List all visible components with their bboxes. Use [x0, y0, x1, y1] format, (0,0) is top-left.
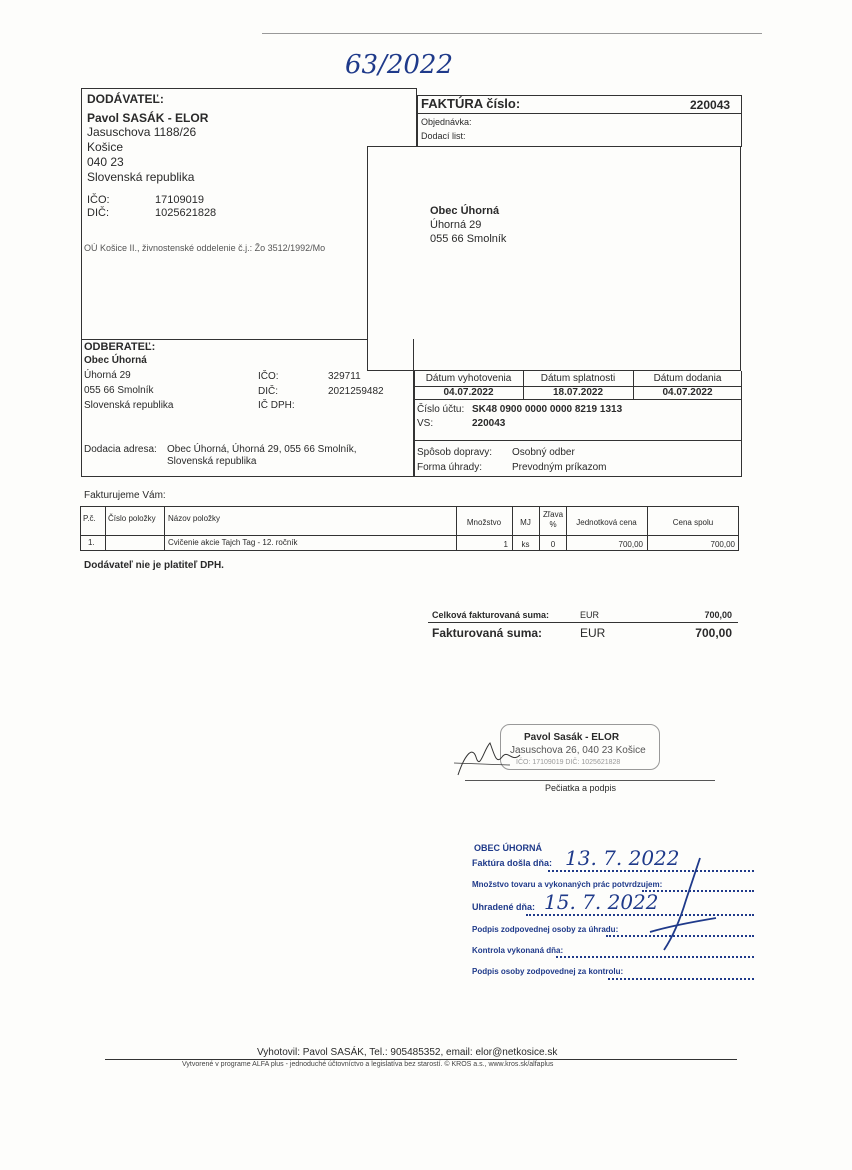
supplier-registration: OÚ Košice II., živnostenské oddelenie č.j.: Žo 3512/1992/Mo: [84, 243, 326, 253]
recipient-street: Úhorná 29: [430, 219, 482, 231]
vs-label: VS:: [417, 418, 434, 429]
footer-software: Vytvorené v programe ALFA plus - jednoduché účtovníctvo a legislatíva bez starostí. © KROS a.s., www.kros.sk/alfaplus: [182, 1061, 554, 1068]
header-code: Číslo položky: [108, 514, 156, 523]
invoiced-value: 700,00: [695, 626, 732, 640]
transport-value: Osobný odber: [512, 447, 575, 458]
supplier-street: Jasuschova 1188/26: [87, 125, 197, 139]
row-total: 700,00: [710, 540, 735, 549]
header-qty: Množstvo: [466, 518, 502, 527]
recipient-name: Obec Úhorná: [430, 205, 500, 217]
payment-rule: [414, 440, 742, 441]
customer-country: Slovenská republika: [84, 400, 174, 411]
transport-label: Spôsob dopravy:: [417, 447, 493, 458]
footer-rule: [105, 1059, 737, 1060]
header-pc: P.č.: [83, 514, 96, 523]
col-div-pc: [105, 506, 106, 551]
customer-city: 055 66 Smolník: [84, 385, 154, 396]
supplier-dic-label: DIČ:: [87, 207, 109, 219]
row-name: Cvičenie akcie Tajch Tag - 12. ročník: [168, 538, 298, 547]
office-stamp-heading: OBEC ÚHORNÁ: [474, 843, 543, 853]
customer-dic-label: DIČ:: [258, 386, 278, 397]
invoice-title: FAKTÚRA číslo:: [421, 96, 521, 111]
customer-name: Obec Úhorná: [84, 355, 147, 366]
invoice-number: 220043: [690, 98, 731, 112]
stamp-rule: [465, 780, 715, 781]
issue-date-label: Dátum vyhotovenia: [425, 373, 512, 384]
recipient-city: 055 66 Smolník: [430, 233, 507, 245]
customer-icdph-label: IČ DPH:: [258, 400, 295, 411]
stamp-ids: IČO: 17109019 DIČ: 1025621828: [516, 759, 621, 766]
header-unit: MJ: [520, 518, 531, 527]
order-label: Objednávka:: [421, 117, 472, 127]
supplier-heading: DODÁVATEĽ:: [87, 92, 164, 106]
total-value: 700,00: [704, 610, 732, 620]
row-unit-price: 700,00: [618, 540, 643, 549]
supplier-ico: 17109019: [155, 194, 204, 206]
customer-ico: 329711: [328, 371, 361, 382]
payment-method-value: Prevodným príkazom: [512, 462, 607, 473]
header-discount: Zľava %: [542, 510, 564, 529]
stamp-name: Pavol Sasák - ELOR: [524, 732, 620, 743]
delivery-note-label: Dodací list:: [421, 131, 466, 141]
dates-bottom-rule: [414, 399, 742, 400]
items-header-rule: [80, 535, 739, 536]
invoiced-currency: EUR: [580, 626, 606, 640]
supplier-name: Pavol SASÁK - ELOR: [87, 111, 209, 125]
vs-value: 220043: [472, 418, 506, 429]
row-unit: ks: [521, 540, 530, 549]
control-sign-dots: [608, 978, 754, 980]
paid-label: Uhradené dňa:: [472, 902, 536, 912]
supplier-zip: 040 23: [87, 155, 124, 169]
footer-issued-by: Vyhotovil: Pavol SASÁK, Tel.: 905485352, email: elor@netkosice.sk: [257, 1047, 558, 1058]
supplier-ico-label: IČO:: [87, 194, 110, 206]
items-intro: Fakturujeme Vám:: [84, 490, 166, 501]
header-unit-price: Jednotková cena: [576, 518, 637, 527]
received-date: 13. 7. 2022: [565, 846, 680, 870]
supplier-signature: [450, 735, 530, 785]
received-label: Faktúra došla dňa:: [472, 858, 553, 868]
invoiced-label: Fakturovaná suma:: [432, 626, 543, 640]
supplier-country: Slovenská republika: [87, 170, 195, 184]
row-pc: 1.: [88, 538, 95, 547]
supplier-dic: 1025621828: [155, 207, 217, 219]
account-number: SK48 0900 0000 0000 8219 1313: [472, 404, 623, 415]
responsible-label: Podpis zodpovednej osoby za úhradu:: [472, 925, 619, 934]
delivery-date-label: Dátum dodania: [653, 373, 722, 384]
delivery-address-line1: Obec Úhorná, Úhorná 29, 055 66 Smolník,: [167, 444, 357, 455]
stamp-caption: Pečiatka a podpis: [545, 783, 617, 793]
confirmed-label: Množstvo tovaru a vykonaných prác potvrdzujem:: [472, 880, 663, 889]
handwritten-number: 63/2022: [345, 50, 454, 80]
delivery-address-line2: Slovenská republika: [167, 456, 257, 467]
row-qty: 1: [503, 540, 508, 549]
total-currency: EUR: [580, 610, 600, 620]
due-date-label: Dátum splatnosti: [540, 373, 616, 384]
vat-note: Dodávateľ nie je platiteľ DPH.: [84, 560, 224, 571]
payment-method-label: Forma úhrady:: [417, 462, 483, 473]
due-date: 18.07.2022: [552, 387, 604, 398]
delivery-date: 04.07.2022: [662, 387, 713, 398]
col-div-code: [164, 506, 165, 551]
totals-rule: [428, 622, 738, 623]
control-label: Kontrola vykonaná dňa:: [472, 946, 564, 955]
header-total: Cena spolu: [672, 518, 714, 527]
invoice-title-rule: [417, 113, 742, 114]
customer-dic: 2021259482: [328, 386, 384, 397]
stamp-address: Jasuschova 26, 040 23 Košice: [510, 745, 646, 756]
top-rule: [262, 33, 762, 34]
paid-date: 15. 7. 2022: [544, 890, 659, 914]
issue-date: 04.07.2022: [443, 387, 494, 398]
customer-ico-label: IČO:: [258, 371, 279, 382]
customer-street: Úhorná 29: [84, 370, 131, 381]
supplier-city: Košice: [87, 140, 124, 154]
recipient-window: [367, 146, 741, 371]
row-discount: 0: [550, 540, 556, 549]
total-label: Celková fakturovaná suma:: [432, 610, 550, 620]
customer-heading: ODBERATEĽ:: [84, 341, 156, 353]
delivery-address-label: Dodacia adresa:: [84, 444, 157, 455]
office-signature: [620, 850, 740, 970]
account-label: Číslo účtu:: [417, 404, 465, 415]
control-sign-label: Podpis osoby zodpovednej za kontrolu:: [472, 967, 624, 976]
header-name: Názov položky: [168, 514, 221, 523]
